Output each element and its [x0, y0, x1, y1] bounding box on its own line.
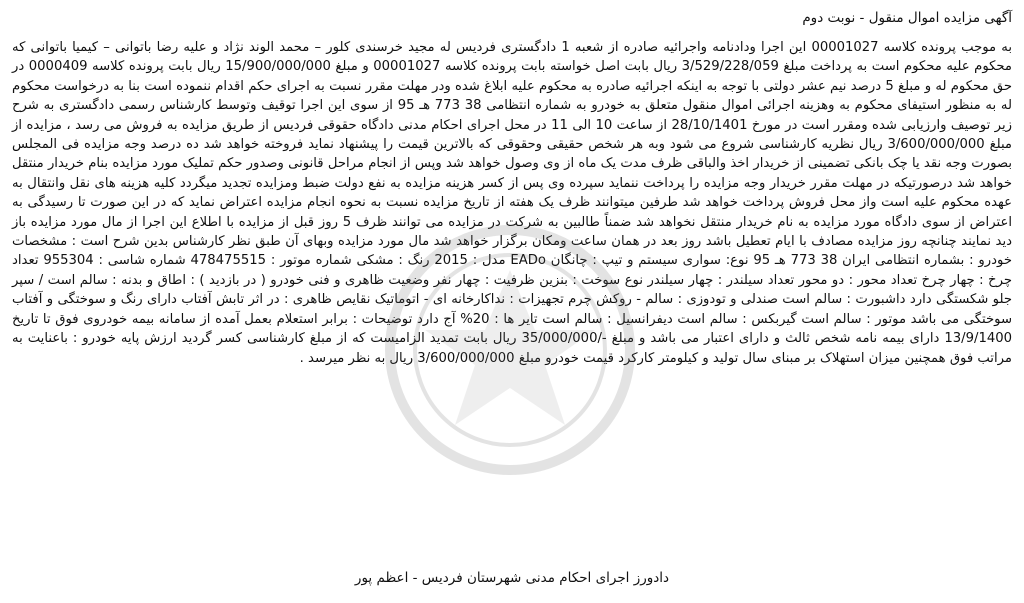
signature-line: دادورز اجرای احکام مدنی شهرستان فردیس - اعظم پور	[354, 570, 670, 586]
notice-title: آگهی مزایده اموال منقول - نوبت دوم	[802, 10, 1012, 26]
notice-body: به موجب پرونده کلاسه 00001027 این اجرا ودادنامه واجرائیه صادره از شعبه 1 دادگستری فردیس له مجید خرسندی کلور – محمد الوند نژاد و علیه رضا باتوانی – کیمیا باتوانی که محکوم علیه محکوم است به پرداخت مبلغ 3/529/228/059 ریال بابت اصل خواسته بابت پرونده کلاسه 00001027 و مبلغ 15/900/000/000 ریال بابت پرونده کلاسه 0000409 در حق محکوم له و مبلغ 5 درصد نیم عشر دولتی با توجه به اینکه اجرائیه صادره به محکوم علیه ابلاغ شده ودر مهلت مقرر نسبت به اجرای حکم اقدام ننموده است بنا به درخواست محکوم له به منظور استیفای محکوم به وهزینه اجرائی اموال منقول متعلق به خودرو به شماره انتظامی 38 773 هـ 95 از سوی این اجرا توقیف وتوسط کارشناس رسمی دادگستری به شرح زیر توصیف وارزیابی شده ومقرر است در مورخ 28/10/1401 از ساعت 10 الی 11 در محل اجرای احکام مدنی دادگاه حقوقی فردیس از طریق مزایده به فروش می رسد ، مزایده از مبلغ 3/600/000/000 ریال نظریه کارشناسی شروع می شود وبه هر شخص حقیقی وحقوقی که بالاترین قیمت را پیشنهاد نماید فروخته خواهد شد ده درصد وجه مزایده فی المجلس بصورت وجه نقد یا چک بانکی تضمینی از خریدار اخذ والباقی ظرف مدت یک ماه از وی وصول خواهد شد وپس از انجام مراحل قانونی وصدور حکم تملیک مورد مزایده بنام خریدار منتقل خواهد شد درصورتیکه در مهلت مقرر خریدار وجه مزایده را پرداخت ننماید سپرده وی پس از کسر هزینه مزایده به نفع دولت ضبط ومزایده تجدید میگردد کلیه هزینه های نقل وانتقال به عهده محکوم علیه است واز محل فروش پرداخت خواهد شد طرفین میتوانند ظرف یک هفته از تاریخ مزایده نسبت به نحوه انجام مزایده اعتراض نماید که در این صورت تا رسیدگی به اعتراض از سوی دادگاه مورد مزایده به نام خریدار منتقل نخواهد شد ضمناً طالبین به شرکت در مزایده می توانند ظرف 5 روز قبل از مزایده با اطلاع این اجرا از مال مورد مزایده باز دید نمایند چنانچه روز مزایده مصادف با ایام تعطیل باشد روز بعد در همان ساعت ومکان برگزار خواهد شد مال مورد مزایده وبهای آن طبق نظر کارشناس بدین شرح است : مشخصات خودرو : بشماره انتظامی ایران 38 773 هـ 95 نوع: سواری سیستم و تیپ : چانگان EADo مدل : 2015 رنگ : مشکی شماره موتور : 478475515 شماره شاسی : 955304 تعداد چرخ : چهار چرخ تعداد محور : دو محور تعداد سیلندر : چهار سیلندر نوع سوخت : بنزین ظرفیت : چهار نفر وضعیت ظاهری و فنی خودرو ( در بازدید ) : اطاق و بدنه : سالم است / سپر جلو شکستگی دارد داشبورت : سالم است صندلی و تودوزی : سالم - روکش چرم تجهیزات : نداکارخانه ای - اتوماتیک نقایص ظاهری : در اثر تابش آفتاب دارای رنگ و سوختگی و آفتاب سوختگی می باشد موتور : سالم است گیربکس : سالم است دیفرانسیل : سالم است تایر ها : 20% آج دارد توضیحات : برابر استعلام بعمل آمده از سامانه بیمه خودروی فوق تا تاریخ 13/9/1400 دارای بیمه نامه شخص ثالث و دارای اعتبار می باشد و مبلغ -/35/000/000 ریال بابت تمدید الزامیست که از مبلغ کارشناسی کسر گردید ارزش پایه خودرو : باعنایت به مراتب فوق همچنین میزان استهلاک بر مبنای سال تولید و کیلومتر کارکرد قیمت خودرو مبلغ 3/600/000/000 ریال به نظر میرسد .	[12, 40, 1013, 366]
